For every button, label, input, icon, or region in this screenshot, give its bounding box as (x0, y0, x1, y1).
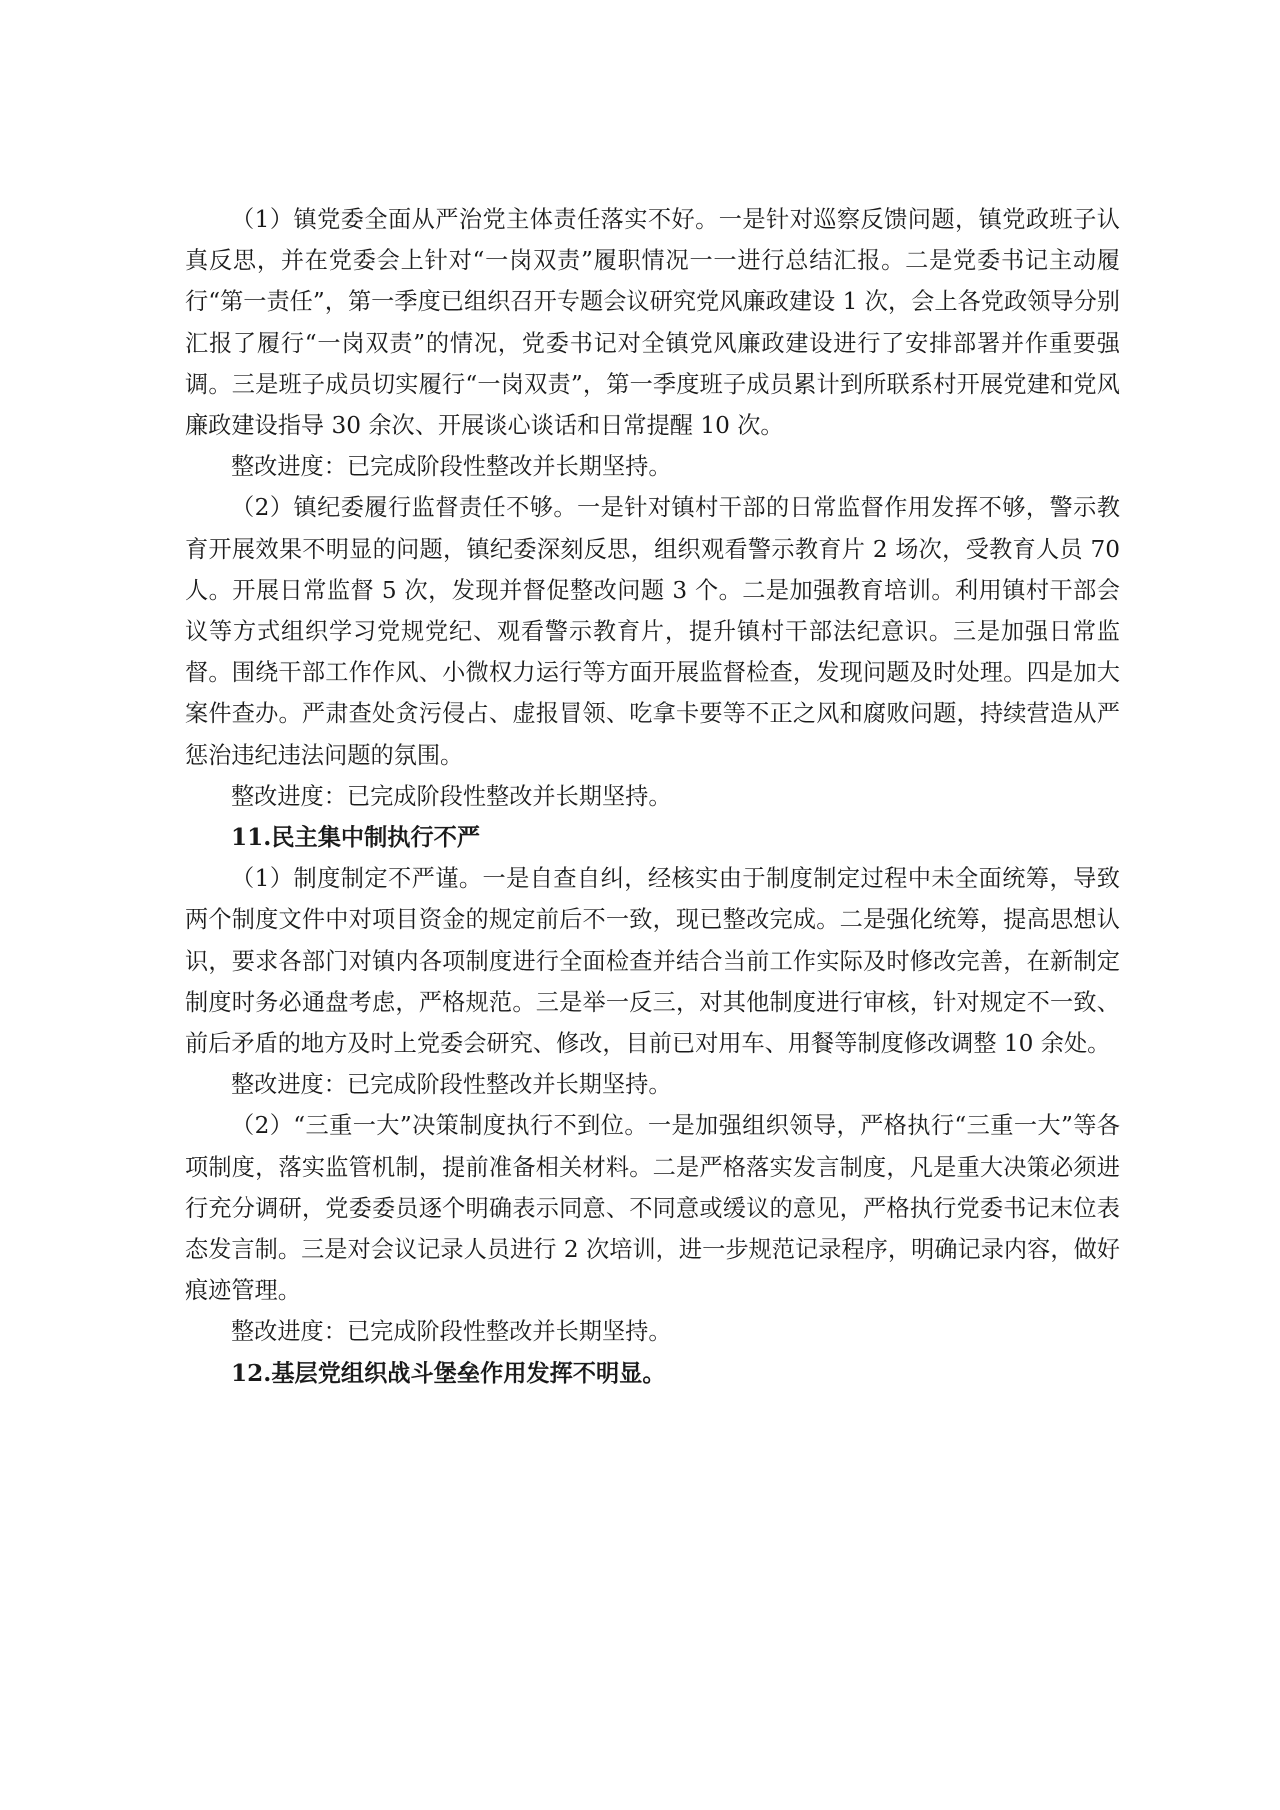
paragraph-11-1: （1）制度制定不严谨。一是自查自纠，经核实由于制度制定过程中未全面统筹，导致两个制度文件中对项目资金的规定前后不一致，现已整改完成。二是强化统筹，提高思想认识，要求各部门对镇内各项制度进行全面检查并结合当前工作实际及时修改完善，在新制定制度时务必通盘考虑，严格规范。三是举一反三，对其他制度进行审核，针对规定不一致、前后矛盾的地方及时上党委会研究、修改，目前已对用车、用餐等制度修改调整 10 余处。 (185, 865, 1120, 1058)
progress-11-1: 整改进度：已完成阶段性整改并长期坚持。 (231, 1071, 672, 1099)
document-body (185, 199, 1120, 1394)
paragraph-10-1: （1）镇党委全面从严治党主体责任落实不好。一是针对巡察反馈问题，镇党政班子认真反思，并在党委会上针对“一岗双责”履职情况一一进行总结汇报。二是党委书记主动履行“第一责任”，第一季度已组织召开专题会议研究党风廉政建设 1 次，会上各党政领导分别汇报了履行“一岗双责”的情况，党委书记对全镇党风廉政建设进行了安排部署并作重要强调。三是班子成员切实履行“一岗双责”，第一季度班子成员累计到所联系村开展党建和党风廉政建设指导 30 余次、开展谈心谈话和日常提醒 10 次。 (185, 206, 1120, 440)
paragraph-11-2: （2）“三重一大”决策制度执行不到位。一是加强组织领导，严格执行“三重一大”等各项制度，落实监管机制，提前准备相关材料。二是严格落实发言制度，凡是重大决策必须进行充分调研，党委委员逐个明确表示同意、不同意或缓议的意见，严格执行党委书记末位表态发言制。三是对会议记录人员进行 2 次培训，进一步规范记录程序，明确记录内容，做好痕迹管理。 (185, 1112, 1120, 1305)
heading-12: 12.基层党组织战斗堡垒作用发挥不明显。 (231, 1359, 666, 1387)
progress-11-2: 整改进度：已完成阶段性整改并长期坚持。 (231, 1318, 672, 1346)
paragraph-10-2: （2）镇纪委履行监督责任不够。一是针对镇村干部的日常监督作用发挥不够，警示教育开展效果不明显的问题，镇纪委深刻反思，组织观看警示教育片 2 场次，受教育人员 70 人。开展日常监督 5 次，发现并督促整改问题 3 个。二是加强教育培训。利用镇村干部会议等方式组织学习党规党纪、观看警示教育片，提升镇村干部法纪意识。三是加强日常监督。围绕干部工作作风、小微权力运行等方面开展监督检查，发现问题及时处理。四是加大案件查办。严肃查处贪污侵占、虚报冒领、吃拿卡要等不正之风和腐败问题，持续营造从严惩治违纪违法问题的氛围。 (185, 494, 1120, 769)
progress-10-1: 整改进度：已完成阶段性整改并长期坚持。 (231, 453, 672, 481)
heading-11: 11.民主集中制执行不严 (231, 824, 481, 852)
progress-10-2: 整改进度：已完成阶段性整改并长期坚持。 (231, 782, 672, 810)
